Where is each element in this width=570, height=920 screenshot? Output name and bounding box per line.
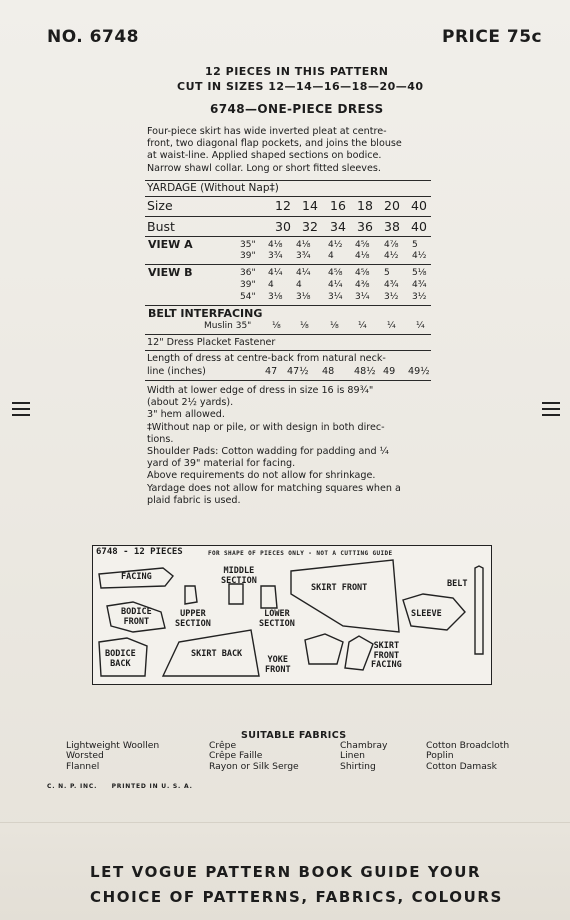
yardage-cell: 4 xyxy=(328,251,334,261)
bust-cell: 38 xyxy=(384,219,400,234)
yardage-cell: 5 xyxy=(384,268,390,278)
length-cell: 48 xyxy=(322,366,335,377)
yardage-cell: 3½ xyxy=(412,292,427,302)
size-cell: 18 xyxy=(357,198,373,213)
footer-line-2: CHOICE OF PATTERNS, FABRICS, COLOURS xyxy=(90,888,503,906)
size-cell: 40 xyxy=(411,198,427,213)
piece-label-skirt-front-facing: SKIRT FRONT FACING xyxy=(371,641,402,670)
fabric-item: Cotton Broadcloth xyxy=(426,740,510,751)
width-cell: 39" xyxy=(240,251,256,261)
yoke-front-piece xyxy=(305,634,343,664)
fabric-item: Flannel xyxy=(66,760,100,772)
description-line: Narrow shawl collar. Long or short fitted sleeves. xyxy=(147,162,381,174)
belt-interfacing-label: BELT INTERFACING xyxy=(148,307,263,320)
middle-section-piece xyxy=(229,584,243,604)
yardage-cell: ⅛ xyxy=(300,321,309,331)
size-cell: 16 xyxy=(330,198,346,213)
bust-cell: 30 xyxy=(275,219,291,234)
size-cell: 20 xyxy=(384,198,400,213)
fabrics-column-3 xyxy=(340,741,388,772)
description-line: at waist-line. Applied shaped sections on bodice. xyxy=(147,150,382,162)
length-cell: 48½ xyxy=(354,366,376,377)
yardage-cell: 5 xyxy=(412,240,418,250)
fabric-item: Worsted xyxy=(66,750,104,762)
width-cell: 36" xyxy=(240,268,256,278)
notch-mark xyxy=(12,402,30,404)
yardage-cell: 4 xyxy=(268,280,274,290)
piece-label-belt: BELT xyxy=(447,579,468,589)
yardage-cell: ¼ xyxy=(416,321,425,331)
yardage-cell: 4⅛ xyxy=(296,240,311,250)
piece-label-bodice-back: BODICE BACK xyxy=(105,649,136,669)
size-cell: 14 xyxy=(302,198,318,213)
note-line: 3" hem allowed. xyxy=(147,409,225,421)
note-line: Yardage does not allow for matching squares when a xyxy=(147,482,401,494)
description-line: front, two diagonal flap pockets, and joins the blouse xyxy=(147,138,402,150)
fabric-item: Crêpe Faille xyxy=(209,750,263,762)
pieces-count: 12 PIECES IN THIS PATTERN xyxy=(205,65,389,78)
piece-label-bodice-front: BODICE FRONT xyxy=(121,607,152,627)
fabric-item: Poplin xyxy=(426,750,454,762)
note-line: plaid fabric is used. xyxy=(147,494,241,506)
yardage-cell: 4⅝ xyxy=(355,268,370,278)
length-cell: 47½ xyxy=(287,366,309,377)
belt-row-label: Muslin 35" xyxy=(204,321,252,331)
note-line: Width at lower edge of dress in size 16 is 89¾" xyxy=(147,385,374,396)
fabric-item: Linen xyxy=(340,750,365,762)
yardage-cell: 3¼ xyxy=(328,292,343,302)
fabrics-column-4 xyxy=(426,741,509,772)
yardage-cell: 3¾ xyxy=(268,251,283,261)
diagram-title: 6748 - 12 PIECES xyxy=(96,547,183,557)
yardage-cell: 4⅜ xyxy=(355,280,370,290)
lower-section-piece xyxy=(261,586,277,608)
yardage-cell: 4¼ xyxy=(268,268,283,278)
width-cell: 54" xyxy=(240,292,256,302)
pattern-title: 6748—ONE-PIECE DRESS xyxy=(210,102,384,116)
size-label: Size xyxy=(147,198,173,213)
piece-label-yoke-front: YOKE FRONT xyxy=(265,655,291,675)
yardage-cell: 5⅛ xyxy=(412,268,427,278)
skirt-front-piece xyxy=(291,560,399,632)
yardage-cell: 3⅛ xyxy=(296,292,311,302)
piece-label-upper: UPPER SECTION xyxy=(175,609,211,629)
yardage-cell: 4⅝ xyxy=(328,268,343,278)
fabric-item: Shirting xyxy=(340,760,376,772)
piece-label-skirt-front: SKIRT FRONT xyxy=(311,583,368,593)
fabric-item: Lightweight Woollen xyxy=(66,740,160,751)
notch-mark xyxy=(12,408,30,410)
piece-label-lower: LOWER SECTION xyxy=(259,609,295,629)
belt-piece xyxy=(475,566,483,654)
pattern-pieces-diagram xyxy=(92,545,492,685)
bust-cell: 36 xyxy=(357,219,373,234)
printed-in-usa: C. N. P. INC. PRINTED IN U. S. A. xyxy=(47,783,193,790)
length-cell: 49½ xyxy=(408,366,430,377)
yardage-cell: 4⅛ xyxy=(268,240,283,250)
sizes-line: CUT IN SIZES 12—14—16—18—20—40 xyxy=(177,80,424,93)
yardage-cell: ⅛ xyxy=(330,321,339,331)
bust-cell: 40 xyxy=(411,219,427,234)
length-label: line (inches) xyxy=(147,366,206,377)
bust-cell: 32 xyxy=(302,219,318,234)
notch-mark xyxy=(542,402,560,404)
bust-label: Bust xyxy=(147,219,175,234)
footer-band xyxy=(0,822,570,920)
yardage-cell: ¼ xyxy=(387,321,396,331)
width-cell: 35" xyxy=(240,240,256,250)
yardage-cell: 4⅝ xyxy=(355,240,370,250)
skirt-front-facing-piece xyxy=(345,636,373,670)
yardage-cell: 4¼ xyxy=(296,268,311,278)
yardage-cell: 4½ xyxy=(328,240,343,250)
length-line: Length of dress at centre-back from natural neck- xyxy=(147,353,386,364)
footer-line-1: LET VOGUE PATTERN BOOK GUIDE YOUR xyxy=(90,863,482,881)
notes xyxy=(147,385,401,507)
length-cell: 49 xyxy=(383,366,396,377)
notch-mark xyxy=(542,414,560,416)
yardage-cell: 3¾ xyxy=(296,251,311,261)
note-line: yard of 39" material for facing. xyxy=(147,458,296,470)
fabric-item: Rayon or Silk Serge xyxy=(209,760,299,772)
piece-label-sleeve: SLEEVE xyxy=(411,609,442,619)
note-line: Above requirements do not allow for shrinkage. xyxy=(147,470,376,482)
note-line: (about 2½ yards). xyxy=(147,397,234,409)
yardage-cell: 4 xyxy=(296,280,302,290)
bust-cell: 34 xyxy=(330,219,346,234)
width-cell: 39" xyxy=(240,280,256,290)
fabric-item: Cotton Damask xyxy=(426,760,497,772)
yardage-cell: 4½ xyxy=(412,251,427,261)
yardage-cell: 4⅞ xyxy=(384,240,399,250)
view-b-label: VIEW B xyxy=(148,266,193,279)
yardage-cell: ¼ xyxy=(358,321,367,331)
view-a-label: VIEW A xyxy=(148,238,193,251)
yardage-cell: 4⅛ xyxy=(355,251,370,261)
yardage-cell: 3⅛ xyxy=(268,292,283,302)
yardage-cell: 4½ xyxy=(384,251,399,261)
fabrics-column-2 xyxy=(209,741,299,772)
note-line: tions. xyxy=(147,433,174,445)
piece-label-middle: MIDDLE SECTION xyxy=(221,566,257,586)
yardage-cell: 3¼ xyxy=(355,292,370,302)
fabrics-heading: SUITABLE FABRICS xyxy=(241,730,347,741)
fabric-item: Crêpe xyxy=(209,740,237,751)
piece-label-skirt-back: SKIRT BACK xyxy=(191,649,243,659)
note-line: Shoulder Pads: Cotton wadding for padding and ¼ xyxy=(147,446,389,458)
length-cell: 47 xyxy=(265,366,278,377)
upper-section-piece xyxy=(185,586,197,604)
yardage-cell: 4¼ xyxy=(328,280,343,290)
placket-fastener: 12" Dress Placket Fastener xyxy=(147,337,276,348)
fabrics-column-1 xyxy=(66,741,159,772)
diagram-guide: FOR SHAPE OF PIECES ONLY - NOT A CUTTING GUIDE xyxy=(208,550,393,557)
description xyxy=(147,126,402,175)
notch-mark xyxy=(542,408,560,410)
yardage-cell: 4¾ xyxy=(412,280,427,290)
yardage-cell: 4¾ xyxy=(384,280,399,290)
notch-mark xyxy=(12,414,30,416)
fabric-item: Chambray xyxy=(340,740,388,751)
piece-label-facing: FACING xyxy=(121,572,152,582)
yardage-cell: ⅛ xyxy=(272,321,281,331)
pattern-number: NO. 6748 xyxy=(47,27,139,47)
price: PRICE 75c xyxy=(442,27,543,47)
note-line: ‡Without nap or pile, or with design in both direc- xyxy=(147,421,385,433)
yardage-heading: YARDAGE (Without Nap‡) xyxy=(147,182,279,194)
size-cell: 12 xyxy=(275,198,291,213)
description-line: Four-piece skirt has wide inverted pleat at centre- xyxy=(147,126,387,137)
yardage-cell: 3½ xyxy=(384,292,399,302)
